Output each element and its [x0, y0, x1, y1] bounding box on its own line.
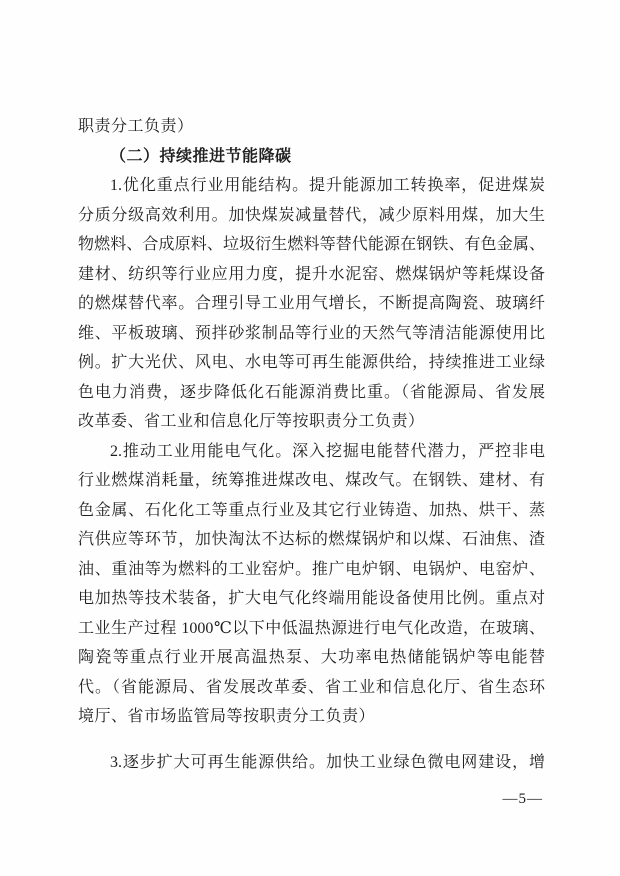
text-line: 油、重油等为燃料的工业窑炉。推广电炉钢、电锅炉、电窑炉、: [78, 560, 545, 578]
text-line: 陶瓷等重点行业开展高温热泵、大功率电热储能锅炉等电能替: [78, 649, 545, 666]
text-line: 代。（省能源局、省发展改革委、省工业和信息化厅、省生态环: [78, 678, 545, 696]
text-line: 2.推动工业用能电气化。深入挖掘电能替代潜力，严控非电: [110, 442, 545, 460]
text-line: 境厅、省市场监管局等按职责分工负责）: [78, 708, 376, 725]
text-line: 例。扩大光伏、风电、水电等可再生能源供给，持续推进工业绿: [78, 354, 545, 371]
text-line: 1.优化重点行业用能结构。提升能源加工转换率，促进煤炭: [110, 177, 545, 194]
text-line: 改革委、省工业和信息化厅等按职责分工负责）: [78, 413, 425, 430]
page-number: —5—: [502, 791, 543, 807]
text-line: 汽供应等环节，加快淘汰不达标的燃煤锅炉和以煤、石油焦、渣: [78, 531, 545, 548]
document-body: [78, 112, 545, 777]
text-line: 的燃煤替代率。合理引导工业用气增长，不断提高陶瓷、玻璃纤: [78, 295, 545, 312]
text-line: 建材、纺织等行业应用力度，提升水泥窑、燃煤锅炉等耗煤设备: [78, 265, 545, 283]
text-line: 电加热等技术装备，扩大电气化终端用能设备使用比例。重点对: [78, 590, 545, 607]
text-line: 行业燃煤消耗量，统筹推进煤改电、煤改气。在钢铁、建材、有: [78, 472, 545, 489]
text-line: 色金属、石化化工等重点行业及其它行业铸造、加热、烘干、蒸: [78, 501, 545, 519]
text-line: （二）持续推进节能降碳: [110, 147, 292, 165]
text-line: 色电力消费，逐步降低化石能源消费比重。（省能源局、省发展: [78, 383, 545, 401]
text-line: 维、平板玻璃、预拌砂浆制品等行业的天然气等清洁能源使用比: [78, 324, 545, 342]
text-line: 分质分级高效利用。加快煤炭减量替代，减少原料用煤，加大生: [78, 206, 545, 224]
text-line: 3.逐步扩大可再生能源供给。加快工业绿色微电网建设，增: [110, 753, 545, 771]
text-line: 工业生产过程 1000℃以下中低温热源进行电气化改造，在玻璃、: [78, 619, 545, 637]
text-line: 物燃料、合成原料、垃圾衍生燃料等替代能源在钢铁、有色金属、: [78, 236, 545, 253]
text-line: 职责分工负责）: [78, 118, 194, 135]
